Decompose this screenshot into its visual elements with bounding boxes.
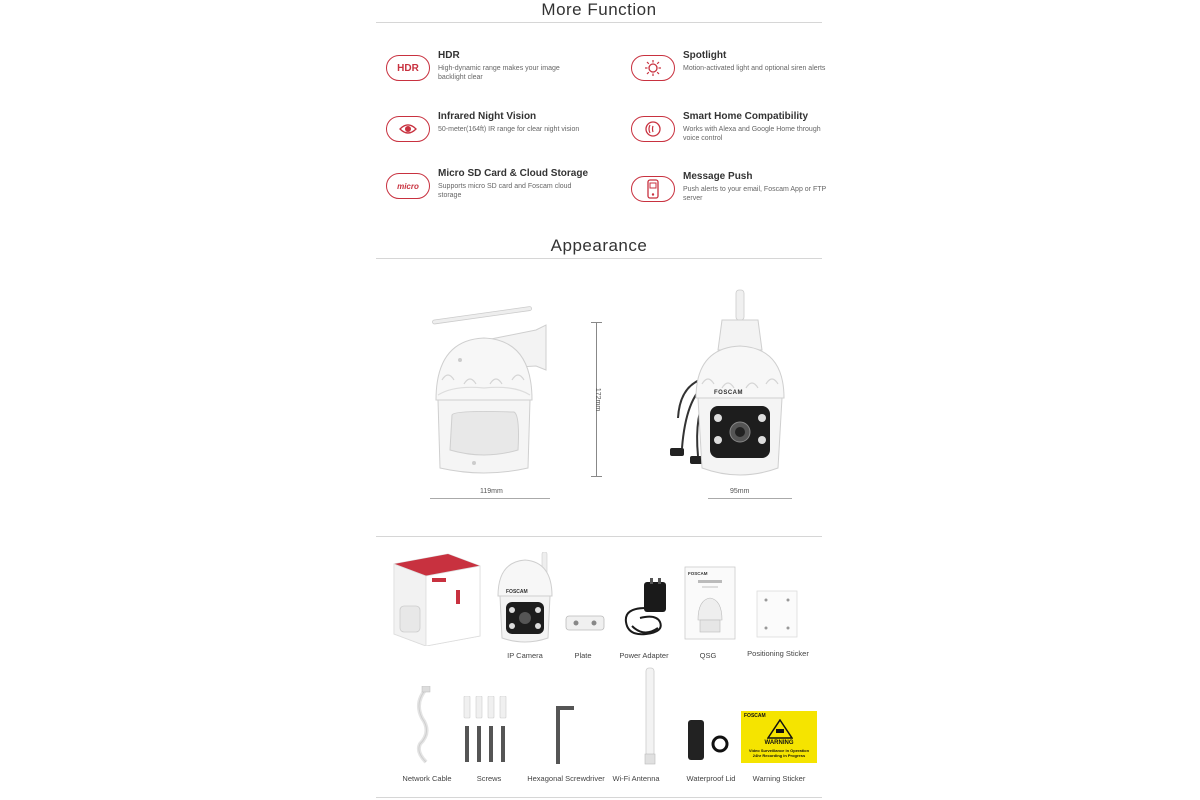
- ip-camera-image: [492, 552, 558, 647]
- voice-control-icon: [631, 116, 675, 142]
- item-label-power-adapter: Power Adapter: [619, 651, 669, 660]
- section-divider: [376, 22, 822, 23]
- screws-image: [460, 696, 510, 766]
- camera-warning-icon: [767, 719, 793, 739]
- feature-message-push: [631, 171, 841, 211]
- feature-desc: Supports micro SD card and Foscam cloud storage: [438, 183, 572, 199]
- dimension-height-label: 172mm: [594, 387, 602, 412]
- dimension-line-horizontal: [708, 498, 792, 499]
- item-label-ip-camera: IP Camera: [507, 651, 543, 660]
- dimension-tick: [591, 322, 602, 323]
- feature-desc: Push alerts to your email, Foscam App or FTP server: [683, 186, 827, 202]
- item-label-plate: Plate: [574, 651, 592, 660]
- warning-sticker-line1: Video Surveillance in Operation: [748, 748, 810, 753]
- warning-sticker-heading: WARNING: [764, 740, 794, 746]
- power-adapter-image: [620, 578, 672, 640]
- night-vision-icon: [386, 116, 430, 142]
- camera-side-view: [424, 300, 554, 480]
- feature-title: Message Push: [683, 171, 753, 182]
- camera-front-view: [666, 288, 796, 488]
- item-label-qsg: QSG: [699, 651, 717, 660]
- feature-title: HDR: [438, 50, 460, 61]
- positioning-sticker-image: [756, 590, 798, 638]
- item-label-hex-screwdriver: Hexagonal Screwdriver: [527, 774, 605, 783]
- feature-micro-sd: [386, 168, 596, 208]
- message-push-icon: [631, 176, 675, 202]
- spotlight-icon: [631, 55, 675, 81]
- dimension-tick: [591, 476, 602, 477]
- plate-image: [564, 612, 606, 634]
- section-title-more-function: More Function: [541, 0, 657, 19]
- feature-spotlight: [631, 50, 841, 90]
- svg-text:FOSCAM: FOSCAM: [688, 571, 708, 576]
- item-label-wifi-antenna: Wi-Fi Antenna: [612, 774, 660, 783]
- feature-infrared: [386, 111, 596, 151]
- feature-desc: Motion-activated light and optional siren alerts: [683, 65, 826, 72]
- product-info-panel: [376, 0, 827, 800]
- section-divider: [376, 797, 822, 798]
- wifi-antenna-image: [640, 666, 660, 766]
- warning-sticker-brand: FOSCAM: [744, 713, 766, 719]
- feature-title: Smart Home Compatibility: [683, 111, 809, 122]
- network-cable-image: [412, 686, 442, 764]
- feature-smart-home: [631, 111, 841, 151]
- hex-screwdriver-image: [552, 704, 578, 766]
- hdr-icon-label: HDR: [397, 62, 419, 74]
- hdr-icon: [386, 55, 430, 81]
- section-divider: [376, 536, 822, 537]
- feature-desc: High-dynamic range makes your image backlight clear: [438, 65, 560, 81]
- feature-hdr: [386, 50, 596, 90]
- dimension-side-width-label: 119mm: [480, 488, 503, 495]
- svg-text:FOSCAM: FOSCAM: [506, 589, 528, 595]
- feature-title: Infrared Night Vision: [438, 111, 537, 122]
- micro-sd-icon-label: micro: [397, 181, 419, 191]
- dimension-line-horizontal: [430, 498, 550, 499]
- micro-sd-icon: [386, 173, 430, 199]
- qsg-image: [684, 566, 736, 640]
- product-box-image: [386, 550, 486, 646]
- item-label-positioning-sticker: Positioning Sticker: [747, 649, 809, 658]
- warning-sticker-line2: 24hr Recording in Progress: [752, 753, 806, 758]
- feature-desc: Works with Alexa and Google Home through voice control: [683, 126, 821, 142]
- item-label-waterproof-lid: Waterproof Lid: [686, 774, 736, 783]
- item-label-warning-sticker: Warning Sticker: [752, 774, 806, 783]
- dimension-front-width-label: 95mm: [730, 488, 750, 495]
- section-title-appearance: Appearance: [550, 236, 648, 255]
- feature-title: Spotlight: [683, 50, 727, 61]
- warning-sticker-image: [741, 711, 817, 763]
- item-label-network-cable: Network Cable: [402, 774, 452, 783]
- item-label-screws: Screws: [476, 774, 502, 783]
- feature-desc: 50-meter(164ft) IR range for clear night vision: [438, 126, 580, 133]
- waterproof-lid-image: [684, 716, 730, 764]
- camera-brand-label: FOSCAM: [714, 390, 743, 396]
- feature-title: Micro SD Card & Cloud Storage: [438, 168, 589, 179]
- section-divider: [376, 258, 822, 259]
